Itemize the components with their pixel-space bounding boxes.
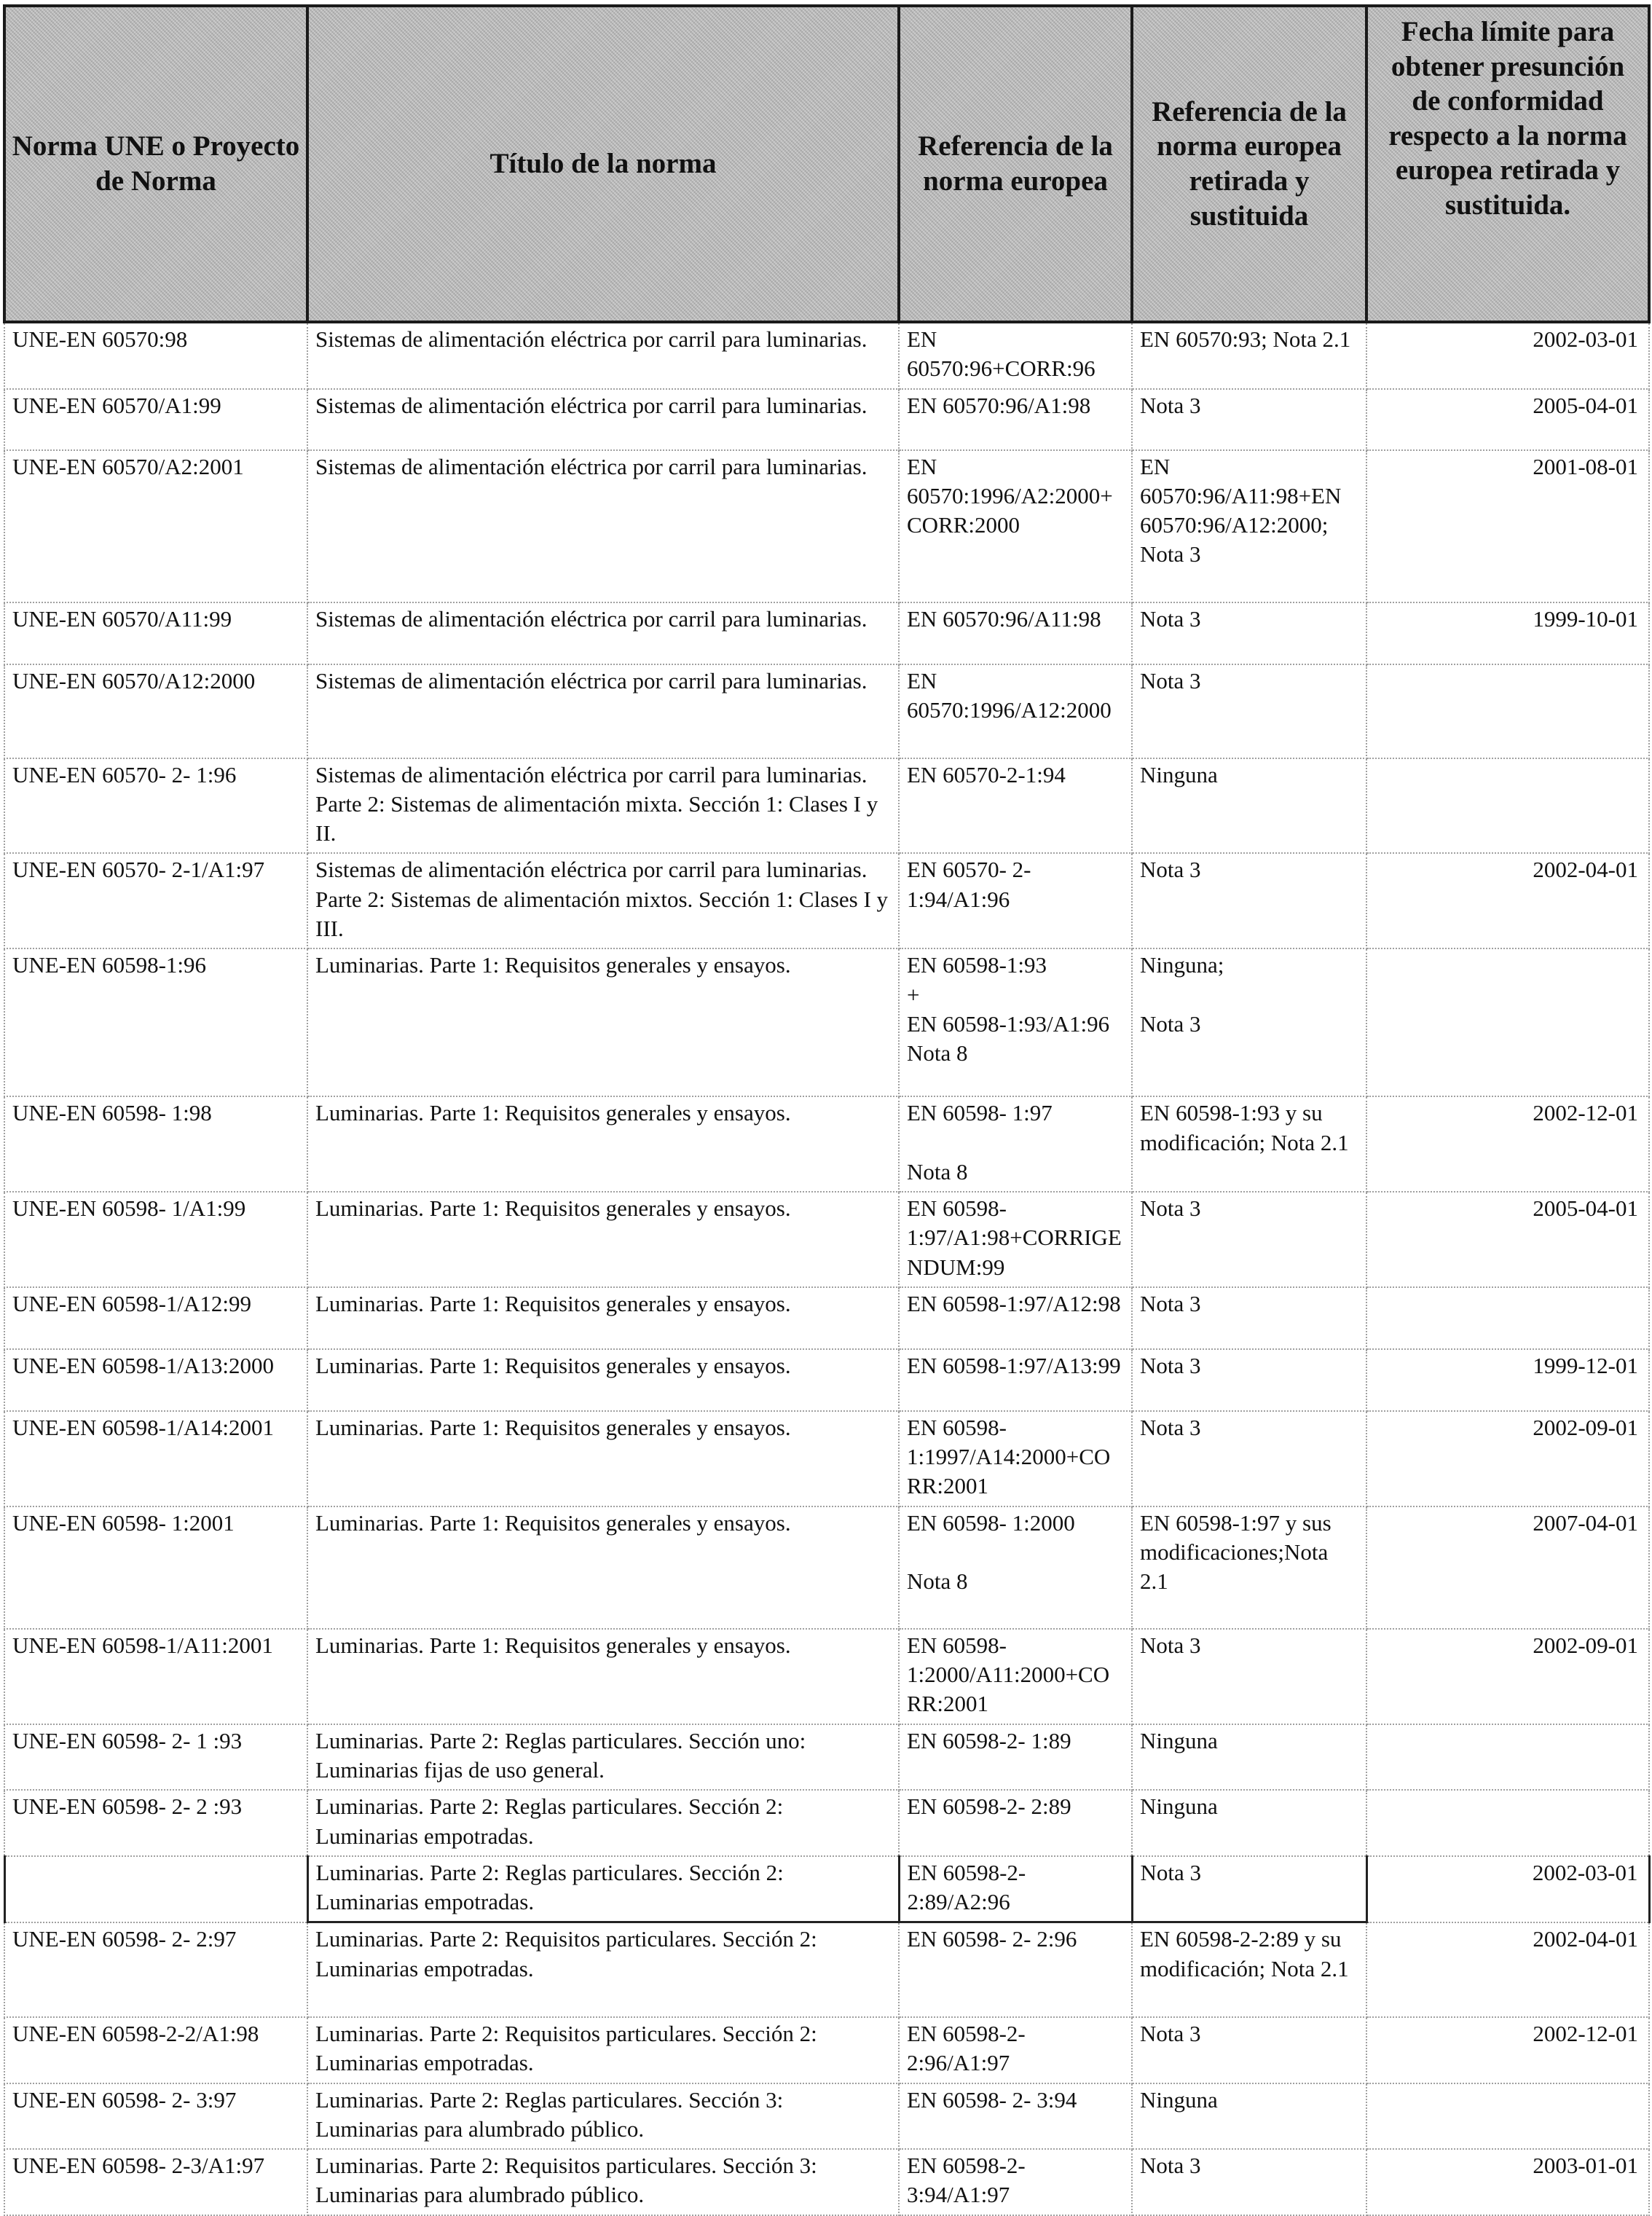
table-row — [4, 1192, 1649, 1287]
cell-norma: UNE-EN 60598-1/A14:2001 — [4, 1411, 307, 1506]
cell-norma: UNE-EN 60570/A11:99 — [4, 602, 307, 664]
cell-fecha — [1366, 2083, 1649, 2150]
cell-retirada — [1132, 853, 1366, 948]
cell-referencia — [899, 1506, 1132, 1629]
cell-fecha: 2002-03-01 — [1366, 322, 1649, 389]
table-row — [4, 602, 1649, 664]
ref-value: EN 60598- 2- 3:94 — [907, 2086, 1077, 2113]
standards-table — [3, 4, 1651, 2216]
header-titulo: Título de la norma — [307, 6, 899, 322]
cell-retirada — [1132, 1856, 1366, 1922]
cell-retirada — [1132, 1629, 1366, 1724]
cell-referencia — [899, 948, 1132, 1096]
table-body — [4, 322, 1649, 2215]
header-retirada: Referencia de la norma europea retirada y sustituida — [1132, 6, 1366, 322]
cell-titulo: Sistemas de alimentación eléctrica por carril para luminarias. — [307, 389, 899, 450]
retirada-value: Ninguna; — [1140, 952, 1224, 978]
cell-referencia — [899, 1724, 1132, 1791]
retirada-value: Nota 3 — [1140, 2153, 1201, 2179]
retirada-value: EN 60570:96/A11:98+EN 60570:96/A12:2000; Nota 3 — [1140, 453, 1342, 567]
retirada-value: Nota 3 — [1140, 2020, 1201, 2046]
cell-retirada — [1132, 1192, 1366, 1287]
cell-norma: UNE-EN 60598- 2- 1 :93 — [4, 1724, 307, 1791]
table-row — [4, 1349, 1649, 1411]
cell-fecha: 2003-01-01 — [1366, 2149, 1649, 2215]
cell-norma: UNE-EN 60570:98 — [4, 322, 307, 389]
header-norma: Norma UNE o Proyecto de Norma — [4, 6, 307, 322]
retirada-value: Nota 3 — [1140, 392, 1201, 418]
cell-retirada — [1132, 2083, 1366, 2150]
cell-titulo: Luminarias. Parte 1: Requisitos generales y ensayos. — [307, 1411, 899, 1506]
ref-value: EN 60598-1:93 — [907, 952, 1047, 978]
table-row — [4, 853, 1649, 948]
cell-fecha: 2002-04-01 — [1366, 1922, 1649, 2017]
retirada-value: Ninguna — [1140, 761, 1218, 787]
header-referencia: Referencia de la norma europea — [899, 6, 1132, 322]
cell-fecha: 2002-12-01 — [1366, 1096, 1649, 1192]
cell-norma: UNE-EN 60570- 2-1/A1:97 — [4, 853, 307, 948]
ref-value: EN 60570:1996/A2:2000+CORR:2000 — [907, 453, 1113, 538]
ref-value: EN 60598-2- 2:89 — [907, 1793, 1071, 1820]
cell-fecha — [1366, 948, 1649, 1096]
cell-norma — [4, 1856, 307, 1922]
cell-titulo: Sistemas de alimentación eléctrica por carril para luminarias. — [307, 602, 899, 664]
header-row — [4, 6, 1649, 322]
cell-norma: UNE-EN 60598- 2- 3:97 — [4, 2083, 307, 2150]
ref-value: EN 60598-2-2:89/A2:96 — [907, 1859, 1026, 1915]
cell-norma: UNE-EN 60598- 1/A1:99 — [4, 1192, 307, 1287]
table-row — [4, 2083, 1649, 2150]
ref-value: EN 60598-1:97/A13:99 — [907, 1352, 1121, 1378]
cell-norma: UNE-EN 60598- 1:98 — [4, 1096, 307, 1192]
retirada-extra: Nota 3 — [1140, 1010, 1201, 1037]
retirada-value: Ninguna — [1140, 1727, 1218, 1753]
retirada-value: Nota 3 — [1140, 857, 1201, 883]
cell-referencia — [899, 1287, 1132, 1349]
table-row — [4, 450, 1649, 602]
cell-titulo: Luminarias. Parte 2: Requisitos particulares. Sección 2: Luminarias empotradas. — [307, 2017, 899, 2083]
cell-norma: UNE-EN 60570- 2- 1:96 — [4, 758, 307, 854]
cell-fecha — [1366, 1287, 1649, 1349]
cell-norma: UNE-EN 60598- 1:2001 — [4, 1506, 307, 1629]
cell-fecha — [1366, 1790, 1649, 1856]
cell-titulo: Luminarias. Parte 2: Requisitos particulares. Sección 2: Luminarias empotradas. — [307, 1922, 899, 2017]
cell-retirada — [1132, 1922, 1366, 2017]
cell-referencia — [899, 322, 1132, 389]
cell-retirada — [1132, 389, 1366, 450]
table-row — [4, 2017, 1649, 2083]
ref-value: EN 60598- 1:97 — [907, 1100, 1053, 1126]
retirada-value: EN 60598-2-2:89 y su modificación; Nota 2.1 — [1140, 1926, 1349, 1981]
cell-fecha: 2007-04-01 — [1366, 1506, 1649, 1629]
table-row — [4, 664, 1649, 758]
table-row — [4, 1506, 1649, 1629]
retirada-value: Nota 3 — [1140, 1632, 1201, 1658]
cell-referencia — [899, 602, 1132, 664]
table-header — [4, 6, 1649, 322]
ref-value: EN 60570-2-1:94 — [907, 761, 1066, 787]
ref-value: EN 60598- 1:2000 — [907, 1509, 1075, 1536]
cell-titulo: Luminarias. Parte 1: Requisitos generales y ensayos. — [307, 1506, 899, 1629]
cell-referencia — [899, 2149, 1132, 2215]
cell-retirada — [1132, 322, 1366, 389]
cell-referencia — [899, 389, 1132, 450]
table-row — [4, 1922, 1649, 2017]
cell-retirada — [1132, 948, 1366, 1096]
ref-value: EN 60570:1996/A12:2000 — [907, 667, 1112, 723]
retirada-spacer — [1140, 981, 1358, 1010]
cell-retirada — [1132, 2017, 1366, 2083]
ref-note: Nota 8 — [907, 1568, 968, 1595]
table-row — [4, 758, 1649, 854]
cell-retirada — [1132, 2149, 1366, 2215]
cell-fecha: 2002-12-01 — [1366, 2017, 1649, 2083]
cell-norma: UNE-EN 60598-1:96 — [4, 948, 307, 1096]
cell-retirada — [1132, 1790, 1366, 1856]
retirada-value: Ninguna — [1140, 2086, 1218, 2113]
cell-norma: UNE-EN 60598- 2-3/A1:97 — [4, 2149, 307, 2215]
cell-retirada — [1132, 1411, 1366, 1506]
cell-referencia — [899, 1192, 1132, 1287]
ref-spacer — [907, 1538, 1124, 1567]
retirada-value: Ninguna — [1140, 1793, 1218, 1820]
header-fecha-limite: Fecha límite para obtener presunción de conformidad respecto a la norma europea retirada y sustituida. — [1366, 6, 1649, 322]
cell-referencia — [899, 1349, 1132, 1411]
retirada-value: Nota 3 — [1140, 1859, 1202, 1885]
retirada-value: Nota 3 — [1140, 1290, 1201, 1316]
cell-titulo: Luminarias. Parte 2: Reglas particulares. Sección 3: Luminarias para alumbrado público. — [307, 2083, 899, 2150]
cell-referencia — [899, 1790, 1132, 1856]
cell-referencia — [899, 2083, 1132, 2150]
table-row — [4, 948, 1649, 1096]
cell-retirada — [1132, 664, 1366, 758]
ref-extra: + — [907, 981, 920, 1007]
cell-norma: UNE-EN 60598-1/A12:99 — [4, 1287, 307, 1349]
ref-value: EN 60598-2-3:94/A1:97 — [907, 2153, 1026, 2208]
ref-value: EN 60598-2-2:96/A1:97 — [907, 2020, 1026, 2076]
cell-titulo: Luminarias. Parte 1: Requisitos generales y ensayos. — [307, 1192, 899, 1287]
cell-referencia — [899, 1096, 1132, 1192]
retirada-value: Nota 3 — [1140, 605, 1201, 632]
ref-note: Nota 8 — [907, 1040, 968, 1066]
cell-titulo: Sistemas de alimentación eléctrica por carril para luminarias. — [307, 664, 899, 758]
cell-referencia — [899, 450, 1132, 602]
table-row — [4, 1287, 1649, 1349]
ref-value: EN 60598-1:2000/A11:2000+CORR:2001 — [907, 1632, 1110, 1717]
ref-value: EN 60598- 2- 2:96 — [907, 1926, 1077, 1952]
cell-titulo: Luminarias. Parte 2: Reglas particulares. Sección 2: Luminarias empotradas. — [307, 1856, 899, 1922]
cell-referencia — [899, 853, 1132, 948]
cell-titulo: Sistemas de alimentación eléctrica por carril para luminarias. Parte 2: Sistemas de alimentación mixtos. Sección 1: Clases I y III. — [307, 853, 899, 948]
cell-norma: UNE-EN 60598-1/A13:2000 — [4, 1349, 307, 1411]
cell-retirada — [1132, 1724, 1366, 1791]
retirada-value: EN 60598-1:97 y sus modificaciones;Nota 2.1 — [1140, 1509, 1332, 1595]
cell-retirada — [1132, 1287, 1366, 1349]
retirada-value: Nota 3 — [1140, 1195, 1201, 1221]
cell-retirada — [1132, 1506, 1366, 1629]
cell-referencia — [899, 758, 1132, 854]
ref-value: EN 60570:96/A1:98 — [907, 392, 1091, 418]
cell-fecha: 2005-04-01 — [1366, 1192, 1649, 1287]
ref-spacer — [907, 1128, 1124, 1158]
table-row — [4, 1856, 1649, 1922]
cell-retirada — [1132, 1096, 1366, 1192]
cell-fecha: 1999-12-01 — [1366, 1349, 1649, 1411]
table-row — [4, 1790, 1649, 1856]
table-row — [4, 389, 1649, 450]
cell-retirada — [1132, 602, 1366, 664]
cell-norma: UNE-EN 60598-1/A11:2001 — [4, 1629, 307, 1724]
table-row — [4, 2149, 1649, 2215]
table-row — [4, 1096, 1649, 1192]
cell-fecha — [1366, 1724, 1649, 1791]
cell-fecha: 2002-03-01 — [1366, 1856, 1649, 1922]
ref-value: EN 60570- 2-1:94/A1:96 — [907, 857, 1031, 912]
cell-norma: UNE-EN 60570/A12:2000 — [4, 664, 307, 758]
cell-norma: UNE-EN 60598- 2- 2 :93 — [4, 1790, 307, 1856]
table-row — [4, 1724, 1649, 1791]
retirada-value: EN 60598-1:93 y su modificación; Nota 2.1 — [1140, 1100, 1349, 1155]
ref-extra-2: EN 60598-1:93/A1:96 — [907, 1010, 1110, 1037]
retirada-value: EN 60570:93; Nota 2.1 — [1140, 326, 1351, 352]
cell-norma: UNE-EN 60570/A1:99 — [4, 389, 307, 450]
retirada-value: Nota 3 — [1140, 1352, 1201, 1378]
cell-fecha: 1999-10-01 — [1366, 602, 1649, 664]
cell-norma: UNE-EN 60570/A2:2001 — [4, 450, 307, 602]
cell-fecha: 2005-04-01 — [1366, 389, 1649, 450]
cell-titulo: Luminarias. Parte 1: Requisitos generales y ensayos. — [307, 948, 899, 1096]
cell-referencia — [899, 1856, 1132, 1922]
cell-referencia — [899, 2017, 1132, 2083]
table-row — [4, 322, 1649, 389]
cell-titulo: Luminarias. Parte 2: Reglas particulares. Sección 2: Luminarias empotradas. — [307, 1790, 899, 1856]
cell-retirada — [1132, 450, 1366, 602]
cell-titulo: Luminarias. Parte 1: Requisitos generales y ensayos. — [307, 1096, 899, 1192]
ref-value: EN 60598-1:1997/A14:2000+CORR:2001 — [907, 1414, 1111, 1499]
cell-fecha: 2001-08-01 — [1366, 450, 1649, 602]
cell-fecha — [1366, 758, 1649, 854]
cell-fecha: 2002-09-01 — [1366, 1629, 1649, 1724]
ref-value: EN 60570:96+CORR:96 — [907, 326, 1096, 382]
retirada-value: Nota 3 — [1140, 1414, 1201, 1440]
ref-value: EN 60570:96/A11:98 — [907, 605, 1101, 632]
cell-fecha — [1366, 664, 1649, 758]
cell-retirada — [1132, 758, 1366, 854]
cell-referencia — [899, 1922, 1132, 2017]
cell-titulo: Sistemas de alimentación eléctrica por carril para luminarias. — [307, 322, 899, 389]
cell-titulo: Luminarias. Parte 1: Requisitos generales y ensayos. — [307, 1349, 899, 1411]
table-row — [4, 1411, 1649, 1506]
cell-norma: UNE-EN 60598-2-2/A1:98 — [4, 2017, 307, 2083]
ref-value: EN 60598-1:97/A1:98+CORRIGENDUM:99 — [907, 1195, 1122, 1280]
ref-value: EN 60598-2- 1:89 — [907, 1727, 1071, 1753]
standards-document — [3, 4, 1648, 2216]
table-row — [4, 1629, 1649, 1724]
ref-value: EN 60598-1:97/A12:98 — [907, 1290, 1121, 1316]
cell-titulo: Sistemas de alimentación eléctrica por carril para luminarias. — [307, 450, 899, 602]
cell-referencia — [899, 1629, 1132, 1724]
cell-referencia — [899, 664, 1132, 758]
cell-fecha: 2002-04-01 — [1366, 853, 1649, 948]
cell-norma: UNE-EN 60598- 2- 2:97 — [4, 1922, 307, 2017]
cell-retirada — [1132, 1349, 1366, 1411]
cell-titulo: Luminarias. Parte 1: Requisitos generales y ensayos. — [307, 1287, 899, 1349]
cell-titulo: Luminarias. Parte 2: Reglas particulares. Sección uno: Luminarias fijas de uso general. — [307, 1724, 899, 1791]
cell-fecha: 2002-09-01 — [1366, 1411, 1649, 1506]
cell-referencia — [899, 1411, 1132, 1506]
cell-titulo: Luminarias. Parte 2: Requisitos particulares. Sección 3: Luminarias para alumbrado público. — [307, 2149, 899, 2215]
cell-titulo: Sistemas de alimentación eléctrica por carril para luminarias. Parte 2: Sistemas de alimentación mixta. Sección 1: Clases I y II. — [307, 758, 899, 854]
ref-note: Nota 8 — [907, 1158, 968, 1184]
cell-titulo: Luminarias. Parte 1: Requisitos generales y ensayos. — [307, 1629, 899, 1724]
retirada-value: Nota 3 — [1140, 667, 1201, 694]
